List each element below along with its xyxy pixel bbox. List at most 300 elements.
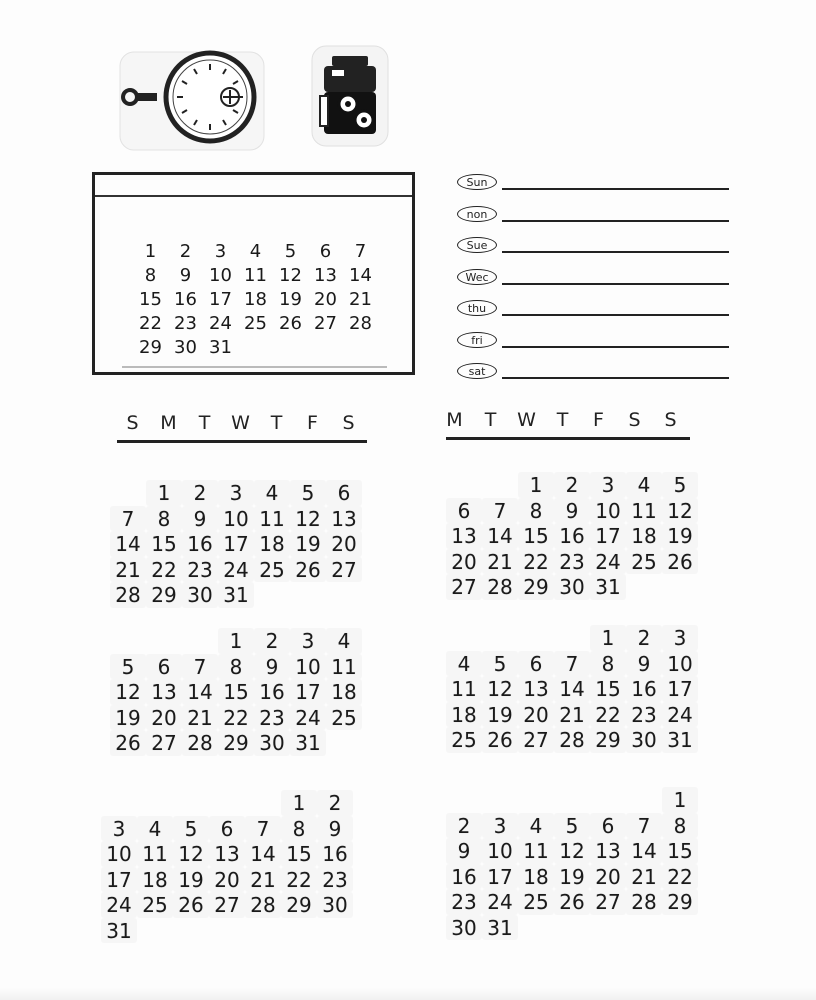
calendar-day: 30 — [446, 915, 482, 941]
calendar-day: 22 — [146, 557, 182, 583]
weekly-day-row — [457, 267, 729, 299]
left-header-rule — [117, 440, 367, 443]
calendar-day — [662, 915, 698, 941]
calendar-day: 26 — [173, 892, 209, 918]
calendar-day: 21 — [626, 864, 662, 890]
calendar-day — [446, 787, 482, 813]
day-write-line — [502, 251, 729, 253]
calendar-day: 25 — [254, 557, 290, 583]
calendar-day: 23 — [626, 702, 662, 728]
calendar-day: 18 — [244, 289, 267, 310]
calendar-day: 13 — [590, 838, 626, 864]
calendar-day: 26 — [554, 889, 590, 915]
calendar-day: 10 — [218, 506, 254, 532]
calendar-day: 14 — [554, 676, 590, 702]
calendar-day: 23 — [554, 549, 590, 575]
calendar-day: 12 — [554, 838, 590, 864]
calendar-day: 31 — [662, 727, 698, 753]
calendar-day: 23 — [174, 313, 197, 334]
calendar-day — [146, 628, 182, 654]
calendar-day: 17 — [101, 867, 137, 893]
calendar-day: 29 — [146, 582, 182, 608]
calendar-day: 14 — [110, 531, 146, 557]
calendar-day — [245, 790, 281, 816]
calendar-day: 25 — [326, 705, 362, 731]
calendar-day: 23 — [317, 867, 353, 893]
calendar-day: 9 — [182, 506, 218, 532]
weekday-letter: T — [556, 409, 570, 431]
calendar-day: 16 — [174, 289, 197, 310]
calendar-day: 11 — [326, 654, 362, 680]
calendar-day: 19 — [290, 531, 326, 557]
calendar-day — [137, 790, 173, 816]
calendar-day: 27 — [209, 892, 245, 918]
calendar-day: 24 — [482, 889, 518, 915]
calendar-day — [209, 918, 245, 944]
calendar-day: 17 — [218, 531, 254, 557]
weekday-letter: W — [517, 409, 537, 431]
calendar-day — [238, 336, 273, 360]
calendar-day: 7 — [482, 498, 518, 524]
vintage-camera-icon — [310, 44, 390, 148]
calendar-day: 23 — [446, 889, 482, 915]
calendar-day: 2 — [626, 625, 662, 651]
day-write-line — [502, 283, 729, 285]
calendar-day: 3 — [590, 472, 626, 498]
weekday-letter: F — [307, 412, 319, 434]
calendar-day — [137, 918, 173, 944]
pocket-watch-icon — [118, 50, 266, 152]
month-grid-1 — [110, 480, 362, 608]
calendar-day: 3 — [101, 816, 137, 842]
day-write-line — [502, 220, 729, 222]
calendar-day: 13 — [518, 676, 554, 702]
weekly-day-row — [457, 361, 729, 393]
calendar-day: 6 — [446, 498, 482, 524]
calendar-day: 23 — [182, 557, 218, 583]
calendar-day — [343, 336, 378, 360]
calendar-day: 9 — [317, 816, 353, 842]
calendar-day: 6 — [590, 813, 626, 839]
calendar-day: 31 — [482, 915, 518, 941]
calendar-day: 28 — [349, 313, 372, 334]
calendar-day: 1 — [281, 790, 317, 816]
calendar-day — [662, 574, 698, 600]
calendar-day: 28 — [245, 892, 281, 918]
calendar-day: 13 — [146, 679, 182, 705]
calendar-day: 14 — [482, 523, 518, 549]
calendar-day: 31 — [590, 574, 626, 600]
calendar-day — [209, 790, 245, 816]
weekly-day-row — [457, 235, 729, 267]
calendar-day: 13 — [209, 841, 245, 867]
calendar-day: 19 — [173, 867, 209, 893]
calendar-day: 19 — [662, 523, 698, 549]
calendar-day: 12 — [279, 265, 302, 286]
calendar-day: 21 — [349, 289, 372, 310]
calendar-day: 9 — [626, 651, 662, 677]
month-grid-6 — [446, 787, 698, 940]
right-header-rule — [446, 437, 690, 440]
calendar-day: 15 — [146, 531, 182, 557]
calendar-day: 16 — [626, 676, 662, 702]
calendar-day: 20 — [326, 531, 362, 557]
calendar-day: 11 — [254, 506, 290, 532]
calendar-day: 18 — [254, 531, 290, 557]
calendar-day: 27 — [446, 574, 482, 600]
day-oval-label: fri — [457, 332, 497, 348]
calendar-day: 11 — [137, 841, 173, 867]
calendar-day: 22 — [590, 702, 626, 728]
calendar-day: 29 — [662, 889, 698, 915]
calendar-day: 31 — [290, 730, 326, 756]
calendar-day: 16 — [317, 841, 353, 867]
calendar-day: 10 — [482, 838, 518, 864]
calendar-day: 24 — [590, 549, 626, 575]
calendar-day: 25 — [626, 549, 662, 575]
calendar-day: 27 — [518, 727, 554, 753]
calendar-day: 19 — [279, 289, 302, 310]
calendar-day: 16 — [182, 531, 218, 557]
calendar-day: 12 — [173, 841, 209, 867]
weekday-letter: F — [593, 409, 605, 431]
calendar-day: 6 — [146, 654, 182, 680]
calendar-day: 3 — [290, 628, 326, 654]
calendar-day: 5 — [284, 241, 297, 262]
calendar-day: 27 — [314, 313, 337, 334]
calendar-day — [110, 628, 146, 654]
weekday-letter: S — [664, 409, 678, 431]
weekly-day-row — [457, 330, 729, 362]
calendar-day: 24 — [290, 705, 326, 731]
calendar-day: 12 — [482, 676, 518, 702]
calendar-day: 23 — [254, 705, 290, 731]
calendar-day — [326, 730, 362, 756]
calendar-day: 11 — [518, 838, 554, 864]
calendar-day: 6 — [319, 241, 332, 262]
calendar-day: 7 — [245, 816, 281, 842]
calendar-day: 11 — [244, 265, 267, 286]
calendar-day: 19 — [110, 705, 146, 731]
calendar-day — [326, 582, 362, 608]
calendar-day: 1 — [518, 472, 554, 498]
calendar-day: 24 — [218, 557, 254, 583]
calendar-day: 28 — [626, 889, 662, 915]
calendar-day: 13 — [446, 523, 482, 549]
day-oval-label: thu — [457, 300, 497, 316]
calendar-day: 17 — [482, 864, 518, 890]
calendar-day: 20 — [209, 867, 245, 893]
calendar-day: 30 — [254, 730, 290, 756]
calendar-day: 30 — [317, 892, 353, 918]
calendar-day: 11 — [446, 676, 482, 702]
day-oval-label: sat — [457, 363, 497, 379]
weekday-letter: S — [342, 412, 356, 434]
calendar-day — [308, 336, 343, 360]
calendar-day: 30 — [182, 582, 218, 608]
calendar-day: 1 — [218, 628, 254, 654]
calendar-day: 2 — [317, 790, 353, 816]
calendar-day: 10 — [101, 841, 137, 867]
calendar-day: 10 — [590, 498, 626, 524]
weekday-letter: M — [446, 409, 464, 431]
calendar-day — [173, 790, 209, 816]
calendar-day: 21 — [482, 549, 518, 575]
calendar-day: 12 — [290, 506, 326, 532]
calendar-day: 17 — [209, 289, 232, 310]
calendar-day: 20 — [518, 702, 554, 728]
calendar-day — [626, 915, 662, 941]
calendar-day: 19 — [482, 702, 518, 728]
calendar-day: 19 — [554, 864, 590, 890]
calendar-day: 14 — [626, 838, 662, 864]
calendar-day: 4 — [254, 480, 290, 506]
weekday-letter: W — [231, 412, 251, 434]
calendar-day: 6 — [209, 816, 245, 842]
weekly-day-row — [457, 298, 729, 330]
calendar-day: 26 — [279, 313, 302, 334]
pocket-watch-stamp — [118, 50, 266, 152]
calendar-day: 3 — [214, 241, 227, 262]
weekly-day-list — [457, 172, 729, 393]
calendar-day: 29 — [518, 574, 554, 600]
calendar-day: 18 — [518, 864, 554, 890]
calendar-day: 2 — [179, 241, 192, 262]
calendar-day: 10 — [662, 651, 698, 677]
calendar-day: 4 — [249, 241, 262, 262]
calendar-day — [245, 918, 281, 944]
day-write-line — [502, 314, 729, 316]
calendar-day: 25 — [518, 889, 554, 915]
right-weekday-header — [437, 409, 689, 431]
mini-calendar-days — [133, 240, 378, 360]
day-write-line — [502, 377, 729, 379]
calendar-day: 22 — [139, 313, 162, 334]
calendar-day: 9 — [254, 654, 290, 680]
calendar-day: 12 — [662, 498, 698, 524]
calendar-day: 22 — [281, 867, 317, 893]
calendar-day: 20 — [446, 549, 482, 575]
calendar-day: 3 — [218, 480, 254, 506]
calendar-day: 1 — [662, 787, 698, 813]
vintage-camera-stamp — [310, 44, 390, 148]
calendar-day: 15 — [518, 523, 554, 549]
calendar-day — [101, 790, 137, 816]
calendar-day: 13 — [326, 506, 362, 532]
calendar-day: 29 — [139, 337, 162, 358]
calendar-day — [182, 628, 218, 654]
day-write-line — [502, 188, 729, 190]
calendar-day: 14 — [182, 679, 218, 705]
calendar-day: 21 — [110, 557, 146, 583]
calendar-day — [590, 915, 626, 941]
calendar-day: 1 — [144, 241, 157, 262]
weekday-letter: S — [126, 412, 140, 434]
calendar-day: 18 — [137, 867, 173, 893]
calendar-day: 10 — [290, 654, 326, 680]
calendar-day: 20 — [590, 864, 626, 890]
calendar-day: 28 — [110, 582, 146, 608]
calendar-day: 8 — [518, 498, 554, 524]
calendar-day: 4 — [446, 651, 482, 677]
calendar-day — [281, 918, 317, 944]
day-oval-label: Wec — [457, 269, 497, 285]
calendar-day: 22 — [662, 864, 698, 890]
calendar-day: 31 — [218, 582, 254, 608]
calendar-day: 28 — [182, 730, 218, 756]
calendar-day: 14 — [245, 841, 281, 867]
calendar-day: 29 — [218, 730, 254, 756]
calendar-day: 2 — [182, 480, 218, 506]
calendar-day: 4 — [326, 628, 362, 654]
month-grid-2 — [446, 472, 698, 600]
calendar-day — [518, 915, 554, 941]
calendar-day: 2 — [254, 628, 290, 654]
calendar-day: 24 — [101, 892, 137, 918]
calendar-day: 7 — [110, 506, 146, 532]
calendar-day: 9 — [554, 498, 590, 524]
calendar-day: 15 — [218, 679, 254, 705]
calendar-day: 16 — [446, 864, 482, 890]
calendar-day: 3 — [662, 625, 698, 651]
weekday-letter: T — [198, 412, 212, 434]
weekday-letter: T — [484, 409, 498, 431]
calendar-day: 29 — [590, 727, 626, 753]
calendar-day: 15 — [139, 289, 162, 310]
calendar-day: 5 — [110, 654, 146, 680]
calendar-day: 1 — [146, 480, 182, 506]
calendar-day: 30 — [174, 337, 197, 358]
calendar-day: 27 — [146, 730, 182, 756]
calendar-day: 7 — [354, 241, 367, 262]
calendar-day: 22 — [518, 549, 554, 575]
calendar-day: 26 — [290, 557, 326, 583]
calendar-day — [554, 625, 590, 651]
day-write-line — [502, 346, 729, 348]
mini-calendar-title-bar — [95, 195, 412, 197]
day-oval-label: non — [457, 206, 497, 222]
calendar-day: 30 — [554, 574, 590, 600]
calendar-day: 17 — [662, 676, 698, 702]
calendar-day — [482, 472, 518, 498]
calendar-day: 10 — [209, 265, 232, 286]
weekly-day-row — [457, 172, 729, 204]
calendar-day — [173, 918, 209, 944]
calendar-day: 7 — [554, 651, 590, 677]
calendar-day: 25 — [137, 892, 173, 918]
calendar-day — [554, 915, 590, 941]
calendar-day — [590, 787, 626, 813]
calendar-day: 9 — [446, 838, 482, 864]
calendar-day: 15 — [281, 841, 317, 867]
calendar-day: 7 — [182, 654, 218, 680]
calendar-day: 21 — [182, 705, 218, 731]
calendar-day: 21 — [245, 867, 281, 893]
calendar-day: 13 — [314, 265, 337, 286]
calendar-day — [626, 574, 662, 600]
calendar-day: 18 — [626, 523, 662, 549]
calendar-day: 27 — [590, 889, 626, 915]
calendar-day — [290, 582, 326, 608]
calendar-day: 9 — [179, 265, 192, 286]
calendar-day: 4 — [626, 472, 662, 498]
weekday-letter: T — [270, 412, 284, 434]
weekday-letter: M — [160, 412, 178, 434]
calendar-day: 8 — [144, 265, 157, 286]
weekly-day-row — [457, 204, 729, 236]
calendar-day: 24 — [209, 313, 232, 334]
calendar-day — [317, 918, 353, 944]
month-grid-3 — [110, 628, 362, 756]
calendar-day — [626, 787, 662, 813]
calendar-day: 20 — [146, 705, 182, 731]
day-oval-label: Sun — [457, 174, 497, 190]
calendar-day: 15 — [590, 676, 626, 702]
calendar-day: 7 — [626, 813, 662, 839]
calendar-day — [254, 582, 290, 608]
calendar-day — [554, 787, 590, 813]
month-grid-4 — [446, 625, 698, 753]
calendar-day: 6 — [326, 480, 362, 506]
calendar-day: 24 — [662, 702, 698, 728]
calendar-day: 25 — [446, 727, 482, 753]
calendar-day: 22 — [218, 705, 254, 731]
calendar-day: 3 — [482, 813, 518, 839]
calendar-day: 4 — [518, 813, 554, 839]
calendar-day: 12 — [110, 679, 146, 705]
calendar-day: 15 — [662, 838, 698, 864]
weekday-letter: S — [628, 409, 642, 431]
calendar-day: 26 — [482, 727, 518, 753]
calendar-day: 28 — [482, 574, 518, 600]
calendar-day — [273, 336, 308, 360]
calendar-day: 26 — [662, 549, 698, 575]
calendar-day: 5 — [482, 651, 518, 677]
calendar-day — [518, 625, 554, 651]
calendar-day: 28 — [554, 727, 590, 753]
calendar-day: 16 — [554, 523, 590, 549]
calendar-day: 5 — [290, 480, 326, 506]
calendar-day: 17 — [290, 679, 326, 705]
calendar-day — [518, 787, 554, 813]
calendar-day: 14 — [349, 265, 372, 286]
calendar-day: 17 — [590, 523, 626, 549]
mini-calendar-ruler — [122, 366, 387, 368]
calendar-day: 8 — [281, 816, 317, 842]
calendar-day: 2 — [446, 813, 482, 839]
calendar-day — [482, 625, 518, 651]
calendar-day: 8 — [590, 651, 626, 677]
calendar-day: 21 — [554, 702, 590, 728]
calendar-day: 27 — [326, 557, 362, 583]
left-weekday-header — [115, 412, 367, 434]
calendar-day — [446, 472, 482, 498]
calendar-day: 11 — [626, 498, 662, 524]
calendar-day: 20 — [314, 289, 337, 310]
calendar-day: 31 — [209, 337, 232, 358]
calendar-day — [446, 625, 482, 651]
calendar-day: 5 — [554, 813, 590, 839]
calendar-day: 6 — [518, 651, 554, 677]
day-oval-label: Sue — [457, 237, 497, 253]
calendar-day: 1 — [590, 625, 626, 651]
calendar-day: 26 — [110, 730, 146, 756]
calendar-day: 29 — [281, 892, 317, 918]
calendar-day: 18 — [326, 679, 362, 705]
calendar-day: 30 — [626, 727, 662, 753]
calendar-day — [482, 787, 518, 813]
calendar-day: 5 — [173, 816, 209, 842]
